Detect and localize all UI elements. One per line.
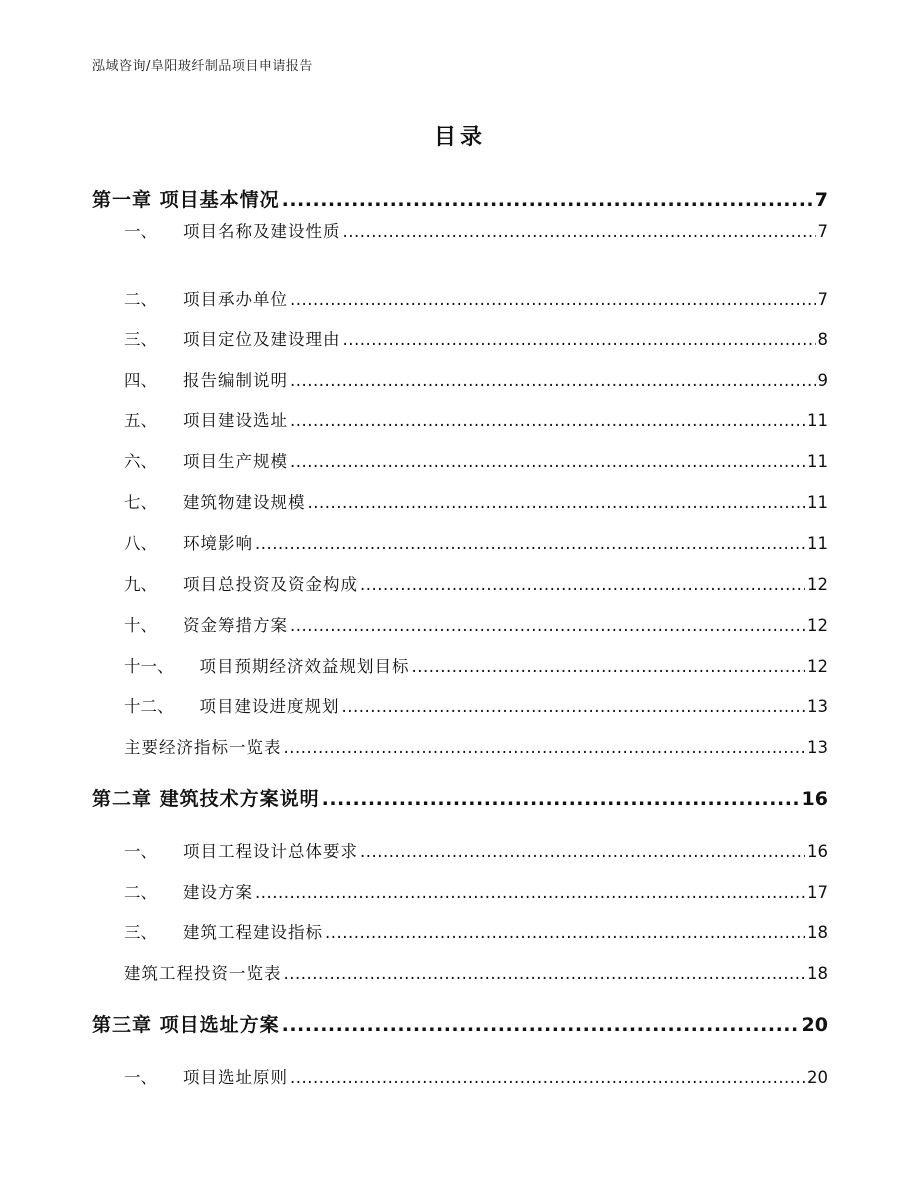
toc-dot-leader [284,738,806,757]
toc-entry-label [124,1064,288,1088]
toc-section-entry[interactable] [124,448,828,472]
toc-page-number: 7 [814,189,828,211]
toc-page-number: 12 [807,616,828,635]
toc-section-entry[interactable] [124,879,828,903]
toc-entry-number: 六、 [124,452,157,471]
toc-entry-title: 建设方案 [183,883,253,902]
toc-entry-label [124,530,253,554]
toc-entry-number: 十、 [124,616,157,635]
toc-entry-label [92,185,280,212]
toc-page-number: 9 [817,371,828,390]
toc-entry-number: 十二、 [124,697,174,716]
toc-page-number: 16 [801,788,828,810]
toc-entry-number: 八、 [124,534,157,553]
toc-dot-leader [290,411,805,430]
toc-section-entry[interactable] [124,693,828,717]
toc-entry-number: 三、 [124,923,157,942]
toc-dot-leader [290,452,805,471]
toc-dot-leader [255,534,805,553]
toc-dot-leader [308,493,806,512]
toc-entry-title: 第二章 建筑技术方案说明 [92,788,320,810]
toc-entry-number: 七、 [124,493,157,512]
toc-entry-label [124,571,358,595]
toc-chapter-entry[interactable] [92,784,828,811]
toc-section-entry[interactable] [124,734,828,758]
toc-entry-label [92,784,320,811]
toc-section-entry[interactable] [124,960,828,984]
toc-dot-leader [282,1014,800,1036]
toc-entry-number: 五、 [124,411,157,430]
toc-section-entry[interactable] [124,326,828,350]
toc-page-number: 18 [807,964,828,983]
toc-entry-label [124,286,288,310]
toc-page-number: 13 [807,738,828,757]
toc-entry-title: 项目建设选址 [183,411,288,430]
toc-dot-leader [360,575,805,594]
toc-dot-leader [290,371,816,390]
toc-entry-title: 建筑物建设规模 [183,493,306,512]
toc-entry-title: 项目工程设计总体要求 [183,842,358,861]
toc-entry-label [92,1010,280,1037]
toc-dot-leader [290,616,805,635]
toc-entry-number: 四、 [124,371,157,390]
toc-page-number: 17 [807,883,828,902]
toc-page-number: 7 [817,290,828,309]
toc-entry-number: 一、 [124,1068,157,1087]
toc-entry-number: 九、 [124,575,157,594]
toc-section-entry[interactable] [124,612,828,636]
toc-entry-label [124,919,323,943]
toc-entry-title: 环境影响 [183,534,253,553]
toc-entry-label [124,838,358,862]
toc-dot-leader [325,923,805,942]
toc-entry-label [124,693,340,717]
toc-entry-number: 一、 [124,222,157,241]
toc-dot-leader [360,842,805,861]
toc-page-number: 11 [807,411,828,430]
toc-entry-number: 一、 [124,842,157,861]
toc-page-number: 13 [807,697,828,716]
toc-entry-title: 建筑工程投资一览表 [124,964,282,983]
toc-section-entry[interactable] [124,367,828,391]
toc-chapter-entry[interactable] [92,185,828,212]
toc-entry-title: 报告编制说明 [183,371,288,390]
toc-entry-title: 主要经济指标一览表 [124,738,282,757]
toc-entry-title: 第一章 项目基本情况 [92,189,280,211]
toc-entry-number: 十一、 [124,657,174,676]
toc-dot-leader [282,189,813,211]
toc-dot-leader [290,1068,805,1087]
toc-entry-label [124,489,306,513]
toc-entry-label [124,653,410,677]
toc-entry-label [124,734,282,758]
toc-dot-leader [343,330,816,349]
toc-page-number: 12 [807,575,828,594]
toc-entry-title: 项目建设进度规划 [199,697,340,716]
toc-entry-label [124,326,341,350]
toc-section-entry[interactable] [124,286,828,310]
toc-entry-label [124,407,288,431]
toc-page-number: 18 [807,923,828,942]
toc-page-number: 7 [817,222,828,241]
toc-entry-label [124,218,341,242]
toc-page-number: 11 [807,493,828,512]
toc-entry-title: 项目名称及建设性质 [183,222,341,241]
toc-title: 目录 [433,125,486,150]
toc-page-number: 11 [807,452,828,471]
toc-section-entry[interactable] [124,407,828,431]
toc-entry-title: 第三章 项目选址方案 [92,1014,280,1036]
toc-section-entry[interactable] [124,489,828,513]
toc-entry-label [124,960,282,984]
toc-dot-leader [412,657,806,676]
toc-section-entry[interactable] [124,218,828,242]
toc-dot-leader [322,788,800,810]
toc-dot-leader [342,697,806,716]
toc-entry-label [124,367,288,391]
toc-section-entry[interactable] [124,919,828,943]
toc-dot-leader [290,290,816,309]
toc-section-entry[interactable] [124,530,828,554]
toc-entry-title: 建筑工程建设指标 [183,923,323,942]
toc-entry-title: 项目生产规模 [183,452,288,471]
toc-entry-title: 项目定位及建设理由 [183,330,341,349]
toc-section-entry[interactable] [124,1064,828,1088]
toc-entry-title: 项目承办单位 [183,290,288,309]
toc-section-entry[interactable] [124,571,828,595]
toc-page-number: 20 [801,1014,828,1036]
toc-entry-number: 二、 [124,883,157,902]
toc-entry-title: 项目总投资及资金构成 [183,575,358,594]
toc-entry-title: 项目预期经济效益规划目标 [199,657,410,676]
toc-section-entry[interactable] [124,653,828,677]
toc-entry-title: 资金筹措方案 [183,616,288,635]
toc-page-number: 16 [807,842,828,861]
toc-chapter-entry[interactable] [92,1010,828,1037]
toc-dot-leader [343,222,816,241]
toc-page-number: 12 [807,657,828,676]
toc-entry-title: 项目选址原则 [183,1068,288,1087]
toc-page-number: 20 [807,1068,828,1087]
toc-dot-leader [284,964,806,983]
toc-entry-number: 三、 [124,330,157,349]
toc-page-number: 8 [817,330,828,349]
toc-dot-leader [255,883,805,902]
toc-page-number: 11 [807,534,828,553]
toc-section-entry[interactable] [124,838,828,862]
toc-entry-label [124,448,288,472]
toc-entry-number: 二、 [124,290,157,309]
page-header: 泓域咨询/阜阳玻纤制品项目申请报告 [92,59,313,74]
toc-entry-label [124,612,288,636]
toc-entry-label [124,879,253,903]
